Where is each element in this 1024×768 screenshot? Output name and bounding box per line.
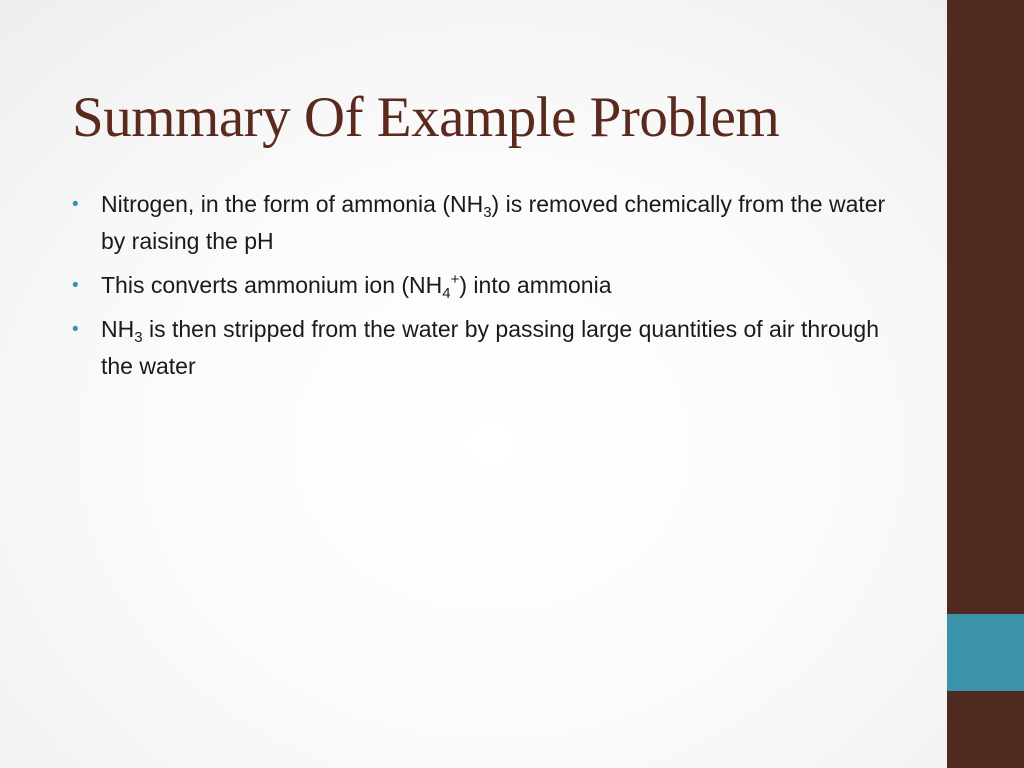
bullet-list bbox=[72, 186, 912, 392]
bullet-text-ammonium bbox=[101, 271, 612, 302]
bullet-text-stripping bbox=[101, 316, 879, 379]
subscript-3: 3 bbox=[134, 329, 143, 346]
bullet-dot-icon: • bbox=[72, 194, 79, 215]
bullet-dot-icon: • bbox=[72, 319, 79, 340]
bullet-text-part: is then stripped from the water by passing large quantities of air through the water bbox=[101, 316, 879, 379]
bullet-text-part: Nitrogen, in the form of ammonia (NH bbox=[101, 191, 484, 217]
subscript-3: 3 bbox=[483, 204, 492, 221]
subscript-4: 4 bbox=[442, 285, 451, 302]
slide-title: Summary Of Example Problem bbox=[72, 86, 780, 149]
bullet-dot-icon: • bbox=[72, 275, 79, 296]
bullet-item bbox=[72, 311, 912, 385]
bullet-text-part: This converts ammonium ion (NH bbox=[101, 272, 443, 298]
bullet-item bbox=[72, 267, 912, 304]
superscript-plus: + bbox=[450, 271, 460, 288]
bullet-item bbox=[72, 186, 912, 260]
side-accent-block bbox=[947, 614, 1024, 691]
bullet-text-part: ) is removed chemically from the water by raising the pH bbox=[101, 191, 886, 254]
bullet-text-part: NH bbox=[101, 316, 135, 342]
bullet-text-nitrogen bbox=[101, 191, 885, 254]
bullet-text-part: ) into ammonia bbox=[459, 272, 612, 298]
